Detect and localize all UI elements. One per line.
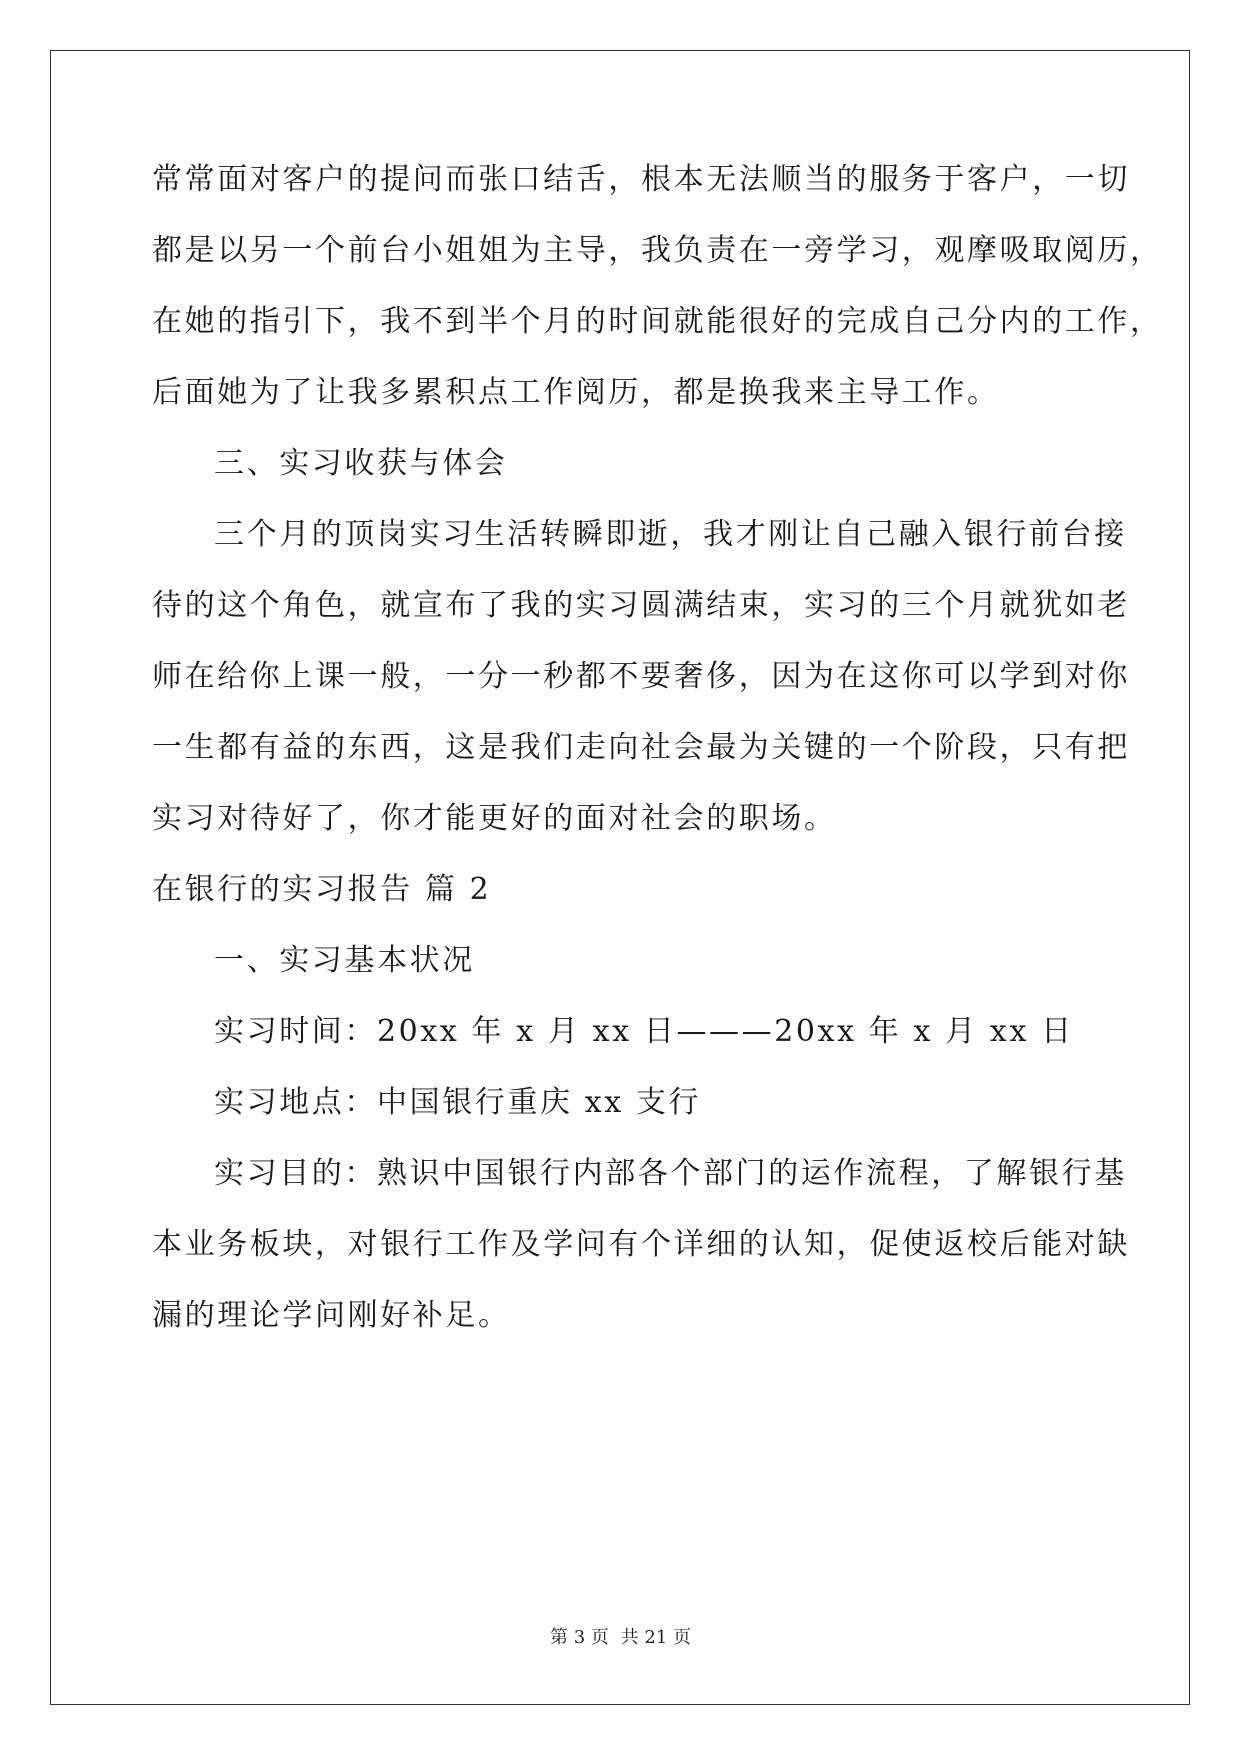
total-pages: 共 21 页 [620,1627,691,1648]
paragraph-line: 常常面对客户的提问而张口结舌，根本无法顺当的服务于客户，一切 [152,162,1130,197]
report-title: 在银行的实习报告 篇 2 [152,872,492,907]
paragraph-line: 本业务板块，对银行工作及学问有个详细的认知，促使返校后能对缺 [152,1227,1130,1262]
paragraph-line: 漏的理论学问刚好补足。 [152,1298,511,1333]
paragraph-line: 一生都有益的东西，这是我们走向社会最为关键的一个阶段，只有把 [152,730,1130,765]
paragraph-line: 实习对待好了，你才能更好的面对社会的职场。 [152,801,837,836]
paragraph-line: 待的这个角色，就宣布了我的实习圆满结束，实习的三个月就犹如老 [152,588,1130,623]
section-heading: 三、实习收获与体会 [214,446,508,481]
paragraph-line: 后面她为了让我多累积点工作阅历，都是换我来主导工作。 [152,375,1000,410]
internship-purpose: 实习目的：熟识中国银行内部各个部门的运作流程，了解银行基 [214,1156,1127,1191]
page-number: 第 3 页 [550,1627,609,1648]
page-footer [0,1626,1241,1650]
paragraph-line: 都是以另一个前台小姐姐为主导，我负责在一旁学习，观摩吸取阅历， [152,233,1163,268]
internship-time: 实习时间：20xx 年 x 月 xx 日———20xx 年 x 月 xx 日 [214,1014,1074,1049]
paragraph-line: 师在给你上课一般，一分一秒都不要奢侈，因为在这你可以学到对你 [152,659,1130,694]
paragraph-line: 在她的指引下，我不到半个月的时间就能很好的完成自己分内的工作， [152,304,1163,339]
internship-location: 实习地点：中国银行重庆 xx 支行 [214,1085,702,1120]
section-heading: 一、实习基本状况 [214,943,475,978]
paragraph-line: 三个月的顶岗实习生活转瞬即逝，我才刚让自己融入银行前台接 [214,517,1127,552]
